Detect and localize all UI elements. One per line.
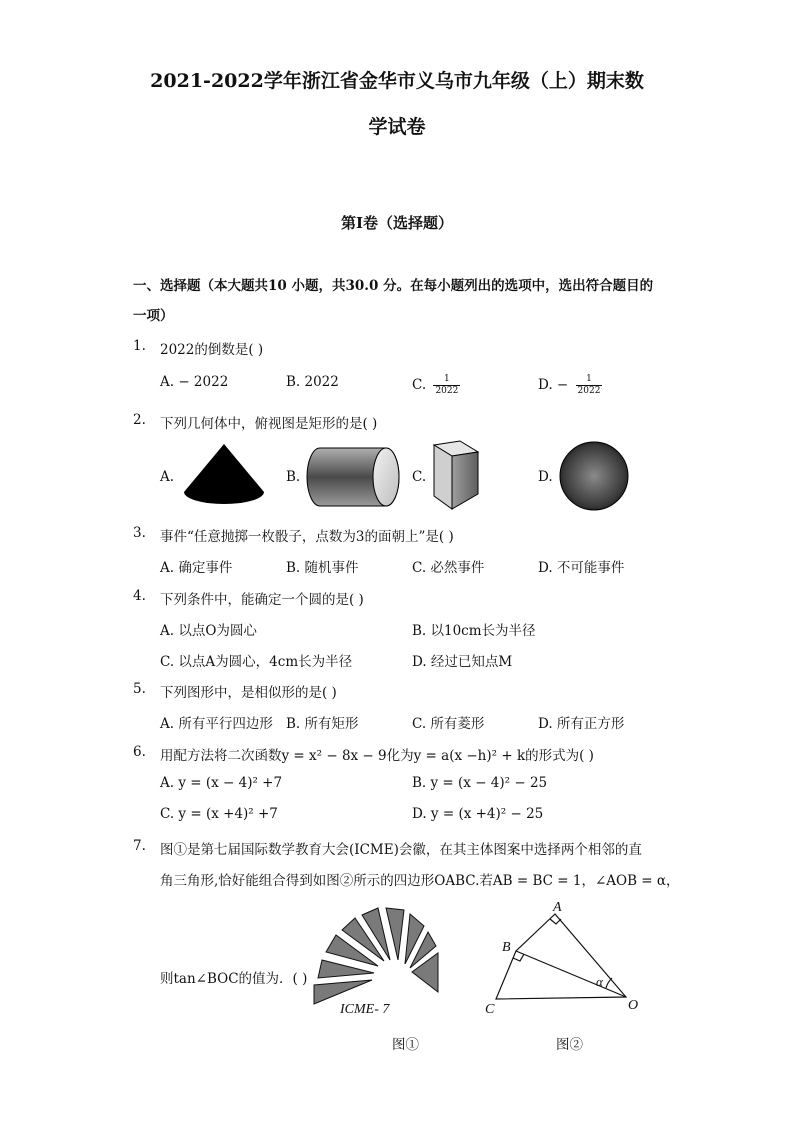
fraction-denominator: 2022	[435, 386, 459, 396]
q2-option-a: A.	[160, 469, 175, 485]
fraction-denominator: 2022	[577, 386, 601, 396]
figure2-caption: 图②	[556, 1037, 583, 1053]
q5-option-a: A. 所有平行四边形	[160, 716, 273, 732]
q2-option-c: C.	[412, 469, 427, 485]
q4-option-b: B. 以10cm长为半径	[412, 623, 536, 639]
q7-number: 7.	[133, 838, 146, 854]
section-heading: 第I卷（选择题）	[340, 214, 454, 232]
q7-stem-line2: 角三角形,恰好能组合得到如图②所示的四边形OABC.若AB = BC = 1，∠AOB = α，	[160, 873, 680, 889]
q3-option-d: D. 不可能事件	[538, 560, 625, 576]
q5-option-d: D. 所有正方形	[538, 716, 625, 732]
q5-stem: 下列图形中，是相似形的是( )	[160, 685, 337, 701]
label-b: B	[502, 940, 511, 955]
q6-option-b: B. y = (x − 4)² − 25	[412, 775, 548, 791]
q3-option-b: B. 随机事件	[286, 560, 359, 576]
q6-option-a: A. y = (x − 4)² +7	[160, 775, 283, 791]
label-alpha: α	[596, 974, 603, 989]
figure1-caption: 图①	[392, 1037, 419, 1053]
q6-option-d: D. y = (x +4)² − 25	[412, 806, 544, 822]
page-title-line2: 学试卷	[368, 116, 426, 138]
q1-option-d-label: D. −	[538, 377, 569, 393]
q2-stem: 下列几何体中，俯视图是矩形的是( )	[160, 416, 378, 432]
q6-stem: 用配方法将二次函数y = x² − 8x − 9化为y = a(x −h)² + k的形式为( )	[160, 748, 594, 764]
q1-stem: 2022的倒数是( )	[160, 342, 264, 358]
q3-option-c: C. 必然事件	[412, 560, 485, 576]
label-a: A	[553, 900, 562, 915]
q5-option-c: C. 所有菱形	[412, 716, 485, 732]
q4-number: 4.	[133, 588, 146, 604]
q3-number: 3.	[133, 525, 146, 541]
q4-option-a: A. 以点O为圆心	[160, 623, 257, 639]
label-c: C	[485, 1002, 495, 1017]
angle-alpha-arc	[606, 978, 612, 988]
q2-option-b: B.	[286, 469, 301, 485]
q5-number: 5.	[133, 681, 146, 697]
page-title-line1: 2021-2022学年浙江省金华市义乌市九年级（上）期末数	[150, 70, 644, 92]
q6-option-c: C. y = (x +4)² +7	[160, 806, 278, 822]
q6-number: 6.	[133, 744, 146, 760]
q2-number: 2.	[133, 412, 146, 428]
q2-option-d: D.	[538, 469, 553, 485]
q4-option-d: D. 经过已知点M	[412, 654, 513, 670]
part-intro-line2: 一项）	[133, 308, 174, 324]
q1-option-a: A. − 2022	[160, 374, 229, 390]
q3-stem: 事件“任意抛掷一枚骰子，点数为3的面朝上”是( )	[160, 529, 454, 545]
q4-stem: 下列条件中，能确定一个圆的是( )	[160, 592, 364, 608]
label-o: O	[628, 998, 639, 1013]
part-intro-line1: 一、选择题（本大题共10 小题，共30.0 分。在每小题列出的选项中，选出符合题目的	[133, 278, 654, 294]
q7-stem-line1: 图①是第七届国际数学教育大会(ICME)会徽，在其主体图案中选择两个相邻的直	[160, 842, 642, 858]
segment-bo	[516, 951, 626, 997]
q3-option-a: A. 确定事件	[160, 560, 233, 576]
q1-option-b: B. 2022	[286, 374, 339, 390]
q1-number: 1.	[133, 338, 146, 354]
fraction-numerator: 1	[433, 374, 460, 386]
q7-stem-line3: 则tan∠BOC的值为．( )	[160, 971, 308, 987]
q4-option-c: C. 以点A为圆心，4cm长为半径	[160, 654, 353, 670]
fraction-numerator: 1	[576, 374, 603, 386]
q5-option-b: B. 所有矩形	[286, 716, 359, 732]
q1-option-c-label: C.	[412, 377, 427, 393]
emblem-caption-text: ICME- 7	[340, 1002, 390, 1017]
